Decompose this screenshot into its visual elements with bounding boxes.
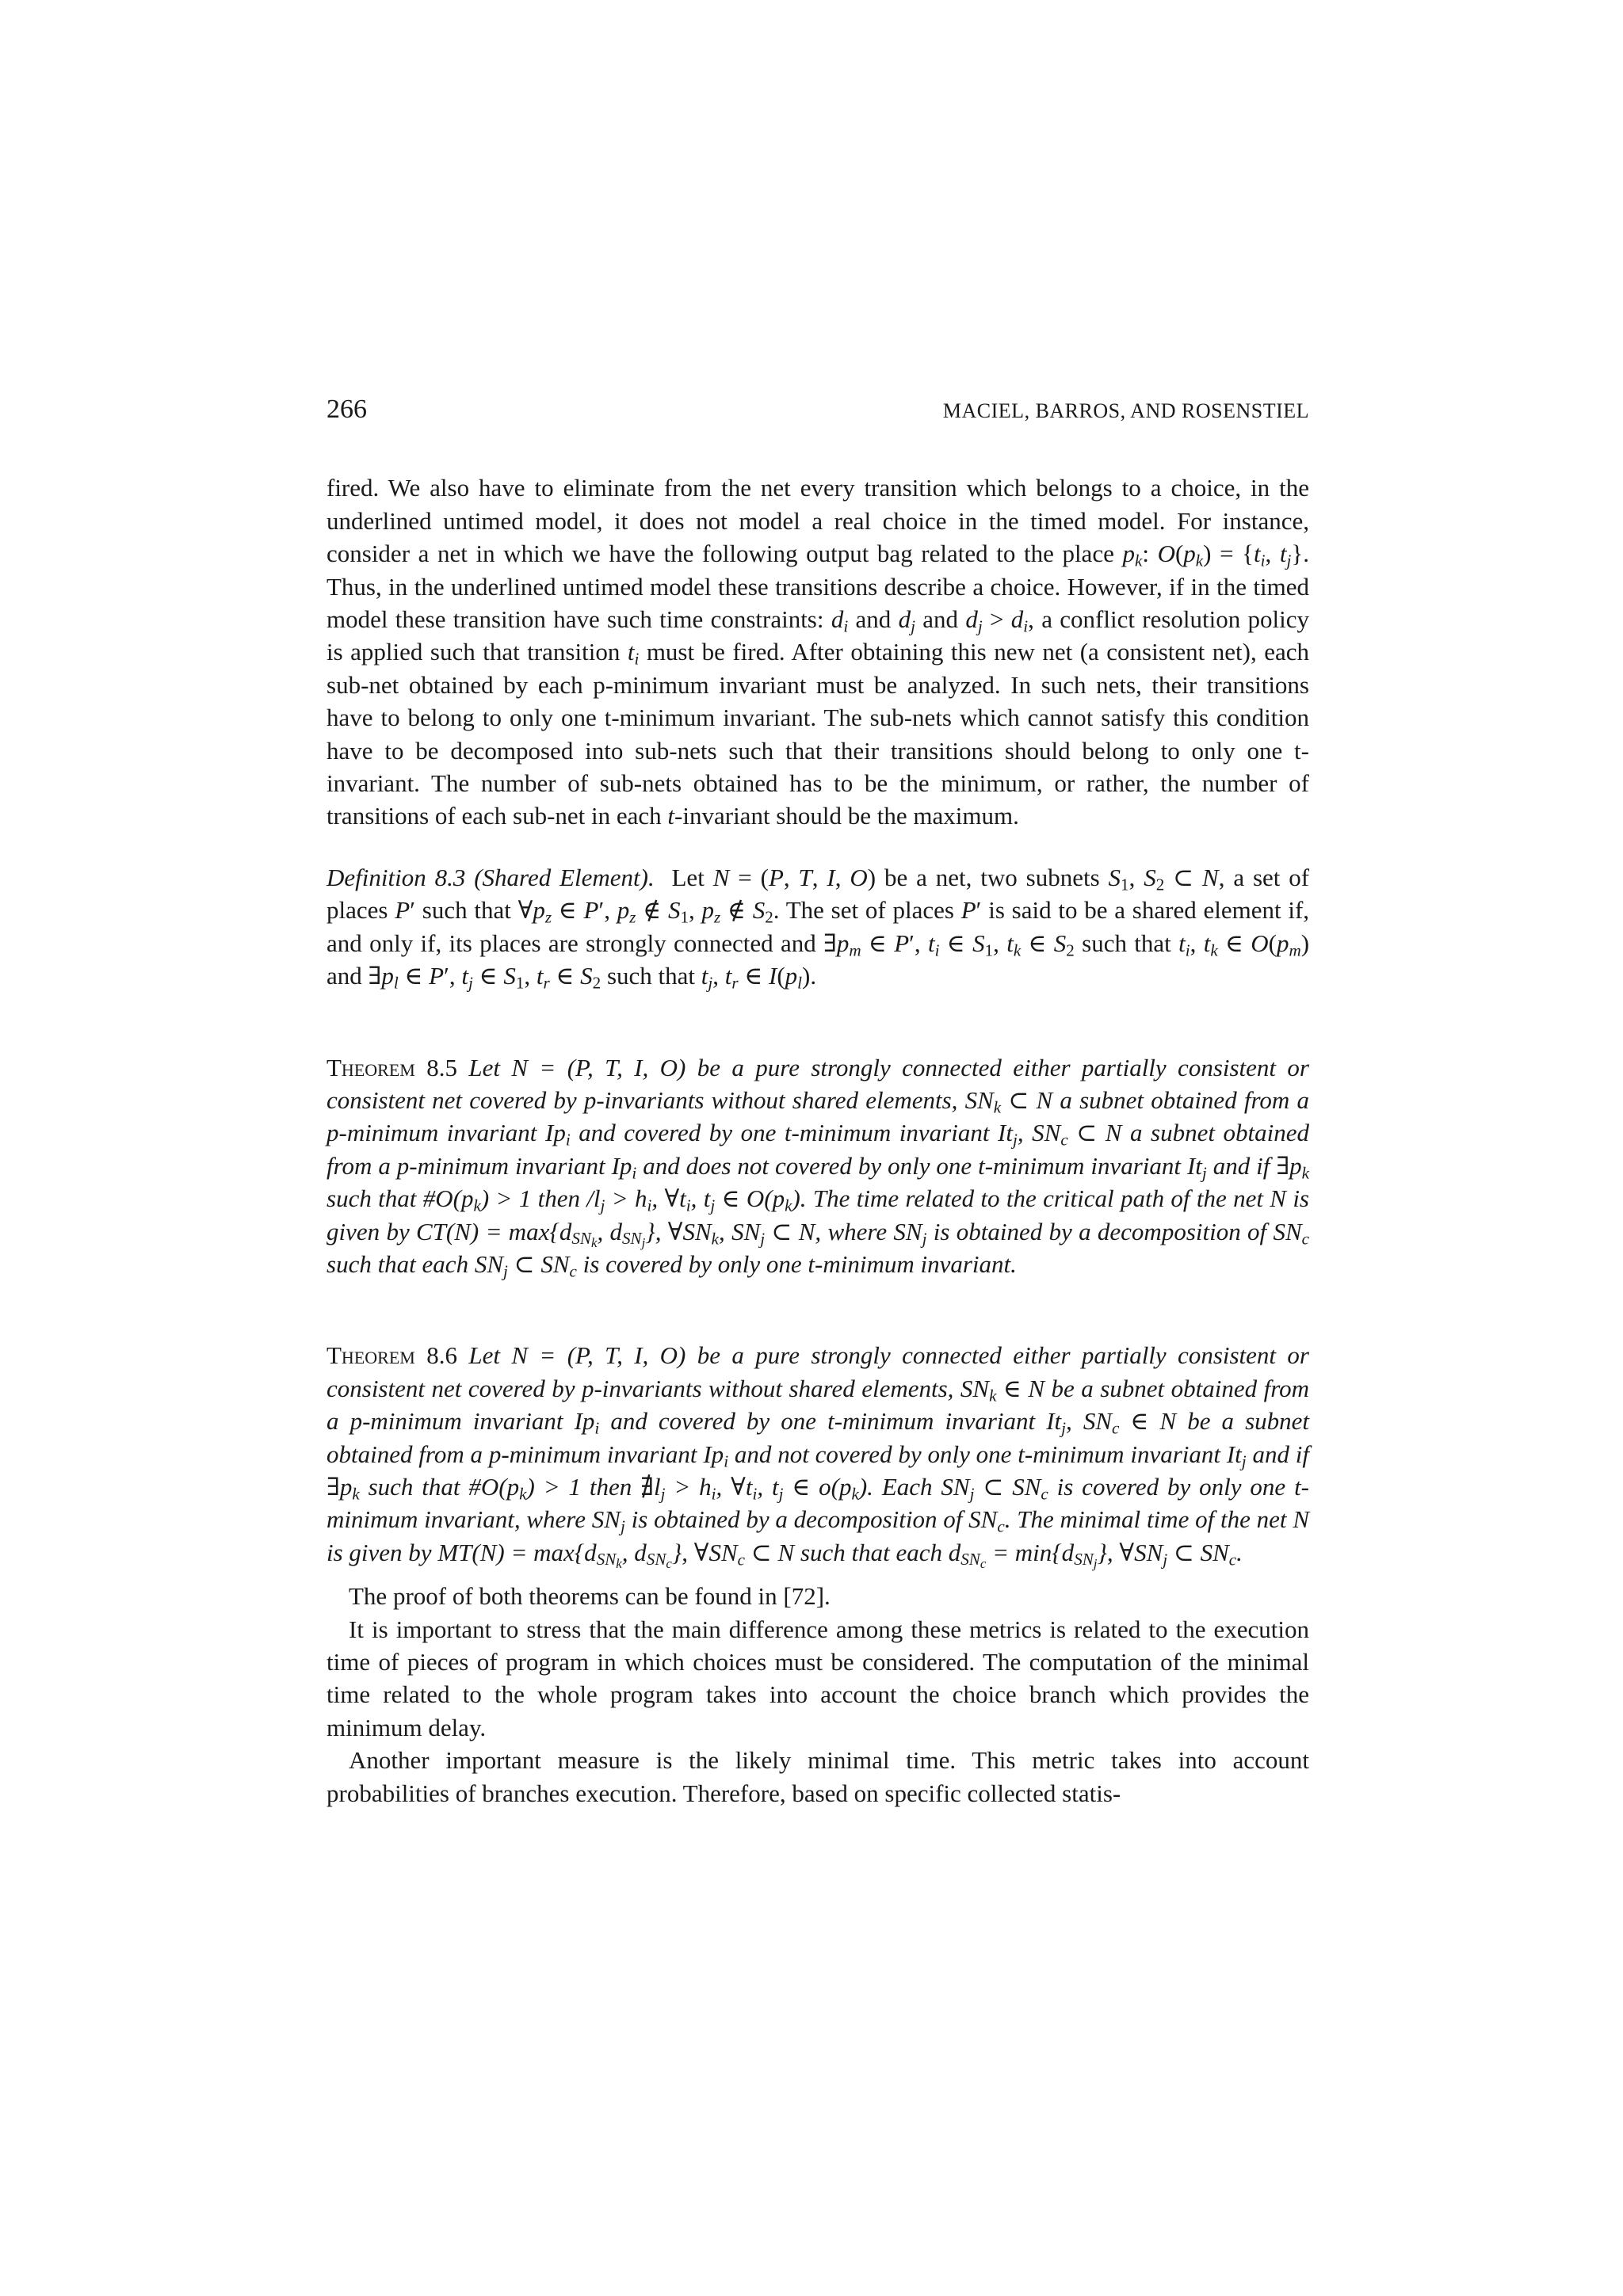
- definition-8-3: Definition 8.3 (Shared Element). Let N = (P, T, I, O) be a net, two subnets $S_1$, $S_2$ ⊂ N, a set of places P′ such that $\forall p_z$ ∈ P′, $p_z$ ∉ $S_1$, $p_z$ ∉ $S_2$. The set of places P′ is said to be a shared element if, and only if, its places are strongly connected and $\exists p_m$ ∈ P′, $t_i$ ∈ $S_1$, $t_k$ ∈ $S_2$ such that $t_i$, $t_k$ ∈ $O(p_m)$ and $\exists p_l$ ∈ P′, $t_j$ ∈ $S_1$, $t_r$ ∈ $S_2$ such that $t_j$, $t_r$ ∈ $I(p_l)$.: [327, 863, 1310, 993]
- page-header: [327, 393, 1309, 427]
- body-paragraph: fired. We also have to eliminate from the net every transition which belongs to a choice, in the underlined untimed model, it does not model a real choice in the timed model. For instance, consider a net in which we have the following output bag related to the place $p_k$: $O(p_k) = \{t_i$, $t_j$}. Thus, in the underlined untimed model these transitions describe a choice. However, if in the timed model these transition have such time constraints: $d_i$ and $d_j$ and $d_j > d_i$, a conflict resolution policy is applied such that transition $t_i$ must be fired. After obtaining this new net (a consistent net), each sub-net obtained by each p-minimum invariant must be analyzed. In such nets, their transitions have to belong to only one t-minimum invariant. The sub-nets which cannot satisfy this condition have to be decomposed into sub-nets such that their transitions should belong to only one t-invariant. The number of sub-nets obtained has to be the minimum, or rather, the number of transitions of each sub-net in each t-invariant should be the maximum.: [327, 474, 1310, 830]
- theorem-8-6: Theorem 8.6 Let N = (P, T, I, O) be a pure strongly connected either partially consistent or consistent net covered by p-invariants without shared elements, $SN_k$ ∈ N be a subnet obtained from a p-minimum invariant $Ip_i$ and covered by one t-minimum invariant $It_j$, $SN_c$ ∈ N be a subnet obtained from a p-minimum invariant $Ip_i$ and not covered by only one t-minimum invariant $It_j$ and if $\exists p_k$ such that $\#O(p_k) > 1$ then $∄l_j > h_i$, $\forall t_i$, $t_j$ ∈ $o(p_k)$. Each $SN_j$ ⊂ $SN_c$ is covered by only one t-minimum invariant, where $SN_j$ is obtained by a decomposition of $SN_c$. The minimal time of the net N is given by $MT(N) = \max\{d_{SN_k}$, $d_{SN_c}$}, $\forall SN_c$ ⊂ N such that each $d_{SN_c} = \min\{d_{SN_j}\}$, $\forall SN_j$ ⊂ $SN_c$.: [327, 1341, 1310, 1572]
- definition-label: Definition 8.3 (Shared Element).: [327, 863, 655, 891]
- body-paragraph: Another important measure is the likely minimal time. This metric takes into account probabilities of branches execution. Therefore, based on specific collected statis-: [327, 1746, 1309, 1807]
- theorem-label: Theorem 8.6: [327, 1341, 457, 1370]
- theorem-8-5: Theorem 8.5 Let N = (P, T, I, O) be a pure strongly connected either partially consistent or consistent net covered by p-invariants without shared elements, $SN_k$ ⊂ N a subnet obtained from a p-minimum invariant $Ip_i$ and covered by one t-minimum invariant $It_j$, $SN_c$ ⊂ N a subnet obtained from a p-minimum invariant $Ip_i$ and does not covered by only one t-minimum invariant $It_j$ and if $\exists p_k$ such that $\#O(p_k) > 1$ then $/l_j > h_i$, $\forall t_i$, $t_j$ ∈ $O(p_k)$. The time related to the critical path of the net N is given by $CT(N) = \max\{d_{SN_k}$, $d_{SN_j}$}, $\forall SN_k$, $SN_j$ ⊂ N, where $SN_j$ is obtained by a decomposition of $SN_c$ such that each $SN_j$ ⊂ $SN_c$ is covered by only one t-minimum invariant.: [327, 1053, 1310, 1281]
- body-paragraph: It is important to stress that the main difference among these metrics is related to the execution time of pieces of program in which choices must be considered. The computation of the minimal time related to the whole program takes into account the choice branch which provides the minimum delay.: [327, 1615, 1309, 1741]
- page: [327, 393, 1309, 1810]
- page-number: 266: [327, 395, 367, 424]
- running-head: MACIEL, BARROS, AND ROSENSTIEL: [942, 399, 1309, 422]
- theorem-label: Theorem 8.5: [327, 1053, 457, 1081]
- proof-reference: The proof of both theorems can be found in [72].: [349, 1582, 831, 1611]
